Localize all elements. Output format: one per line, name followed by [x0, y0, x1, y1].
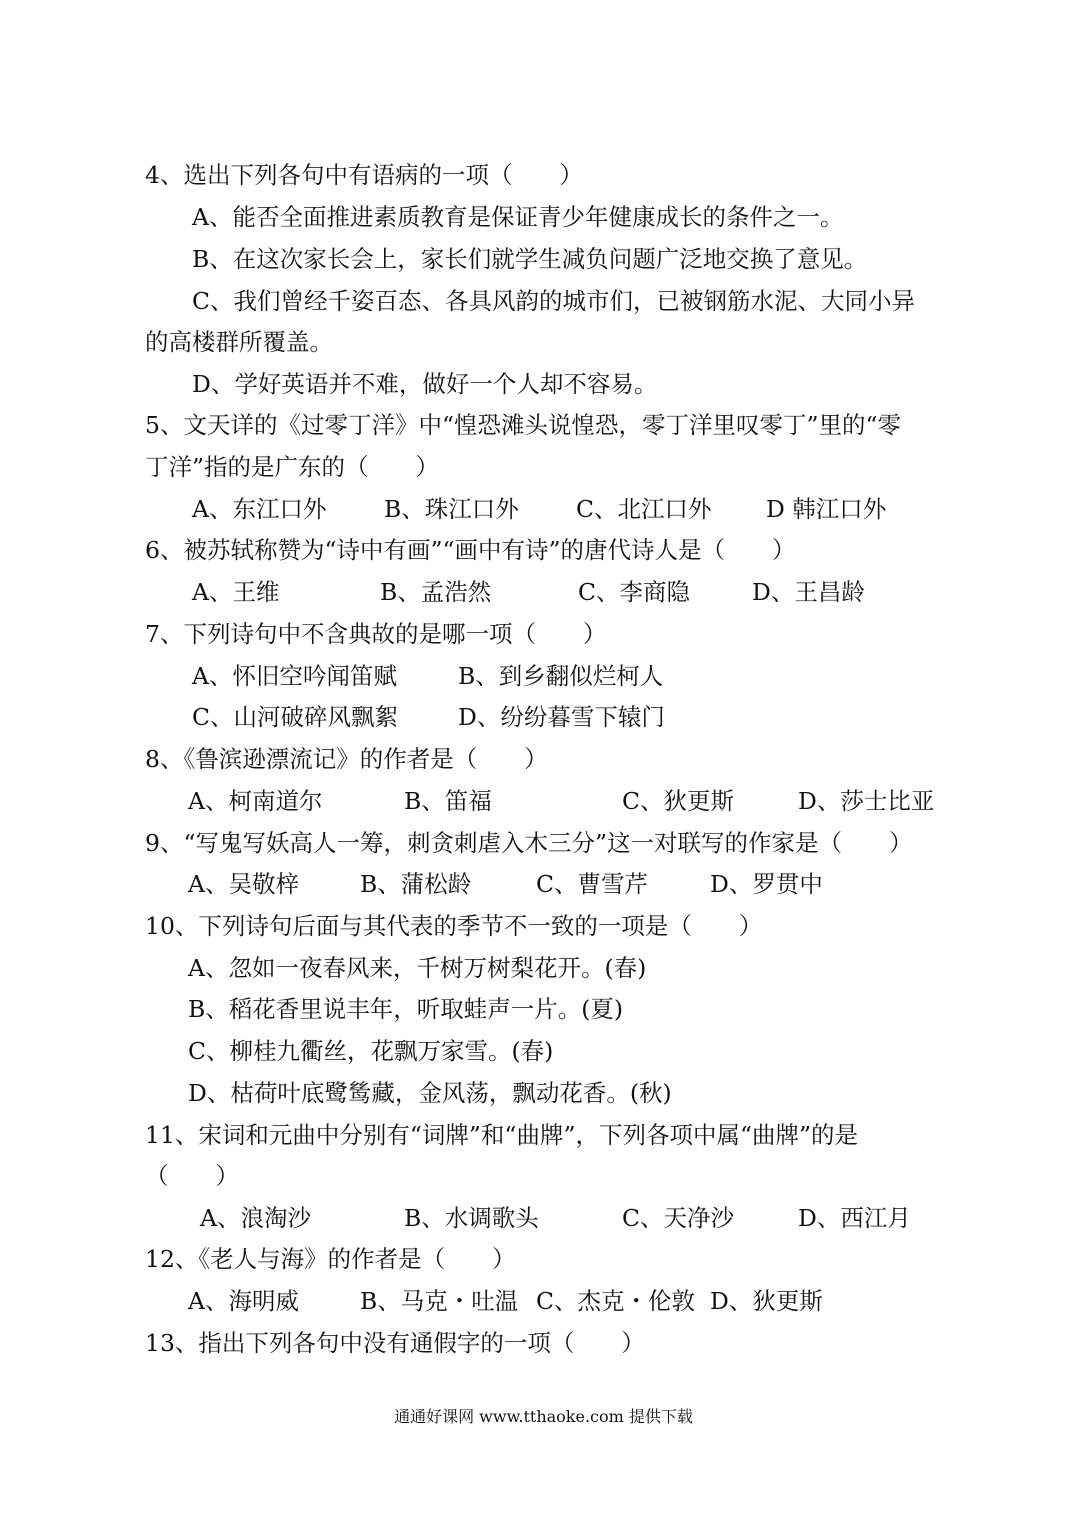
q7-option-a: A、怀旧空吟闻笛赋 — [192, 662, 397, 690]
q9-option-b: B、蒲松龄 — [360, 870, 472, 898]
q4-option-b: B、在这次家长会上，家长们就学生减负问题广泛地交换了意见。 — [192, 245, 868, 273]
q9-stem: 9、“写鬼写妖高人一筹，刺贪刺虐入木三分”这一对联写的作家是（ ） — [145, 829, 913, 857]
q9-option-c: C、曹雪芹 — [536, 870, 648, 898]
q11-option-b: B、水调歌头 — [404, 1204, 539, 1232]
q6-option-b: B、孟浩然 — [380, 578, 492, 606]
q4-option-a: A、能否全面推进素质教育是保证青少年健康成长的条件之一。 — [192, 203, 844, 231]
q4-option-c-line2: 的高楼群所覆盖。 — [145, 328, 333, 356]
q10-option-b: B、稻花香里说丰年，听取蛙声一片。(夏) — [188, 995, 624, 1023]
q10-option-a: A、忽如一夜春风来，千树万树梨花开。(春) — [188, 954, 647, 982]
q12-option-a: A、海明威 — [188, 1287, 299, 1315]
q4-option-c-line1: C、我们曾经千姿百态、各具风韵的城市们，已被钢筋水泥、大同小异 — [192, 287, 915, 315]
q11-stem-line2: （ ） — [145, 1162, 239, 1190]
q5-option-d: D 韩江口外 — [766, 495, 887, 523]
q6-option-c: C、李商隐 — [578, 578, 690, 606]
q5-option-a: A、东江口外 — [192, 495, 327, 523]
q13-stem: 13、指出下列各句中没有通假字的一项（ ） — [145, 1329, 645, 1357]
q8-option-b: B、笛福 — [404, 787, 492, 815]
q6-stem: 6、被苏轼称赞为“诗中有画”“画中有诗”的唐代诗人是（ ） — [145, 536, 796, 564]
q12-stem: 12、《老人与海》的作者是（ ） — [145, 1245, 516, 1273]
q5-stem-line1: 5、文天详的《过零丁洋》中“惶恐滩头说惶恐，零丁洋里叹零丁”里的“零 — [145, 411, 901, 439]
q6-option-d: D、王昌龄 — [752, 578, 865, 606]
q6-option-a: A、王维 — [192, 578, 280, 606]
q9-option-d: D、罗贯中 — [710, 870, 823, 898]
q7-option-c: C、山河破碎风飘絮 — [192, 703, 398, 731]
q5-option-c: C、北江口外 — [576, 495, 712, 523]
q10-stem: 10、下列诗句后面与其代表的季节不一致的一项是（ ） — [145, 912, 763, 940]
q12-option-d: D、狄更斯 — [710, 1287, 823, 1315]
q8-option-d: D、莎士比亚 — [798, 787, 935, 815]
q12-option-c: C、杰克・伦敦 — [536, 1287, 695, 1315]
q11-option-c: C、天净沙 — [622, 1204, 734, 1232]
q12-option-b: B、马克・吐温 — [360, 1287, 519, 1315]
q7-stem: 7、下列诗句中不含典故的是哪一项（ ） — [145, 620, 607, 648]
page-footer: 通通好课网 www.tthaoke.com 提供下载 — [394, 1407, 693, 1426]
q7-option-b: B、到乡翻似烂柯人 — [458, 662, 664, 690]
q7-option-d: D、纷纷暮雪下辕门 — [458, 703, 665, 731]
q5-option-b: B、珠江口外 — [384, 495, 519, 523]
q10-option-d: D、枯荷叶底鹭鸶藏，金风荡，飘动花香。(秋) — [188, 1079, 672, 1107]
q5-stem-line2: 丁洋”指的是广东的（ ） — [145, 453, 440, 481]
q8-option-a: A、柯南道尔 — [188, 787, 323, 815]
q11-stem-line1: 11、宋词和元曲中分别有“词牌”和“曲牌”，下列各项中属“曲牌”的是 — [145, 1121, 858, 1149]
q9-option-a: A、吴敬梓 — [188, 870, 299, 898]
q4-stem: 4、选出下列各句中有语病的一项（ ） — [145, 161, 583, 189]
q4-option-d: D、学好英语并不难，做好一个人却不容易。 — [192, 370, 658, 398]
q8-stem: 8、《鲁滨逊漂流记》的作者是（ ） — [145, 745, 548, 773]
q11-option-a: A、浪淘沙 — [200, 1204, 311, 1232]
q11-option-d: D、西江月 — [798, 1204, 911, 1232]
q8-option-c: C、狄更斯 — [622, 787, 734, 815]
q10-option-c: C、柳桂九衢丝，花飘万家雪。(春) — [188, 1037, 554, 1065]
